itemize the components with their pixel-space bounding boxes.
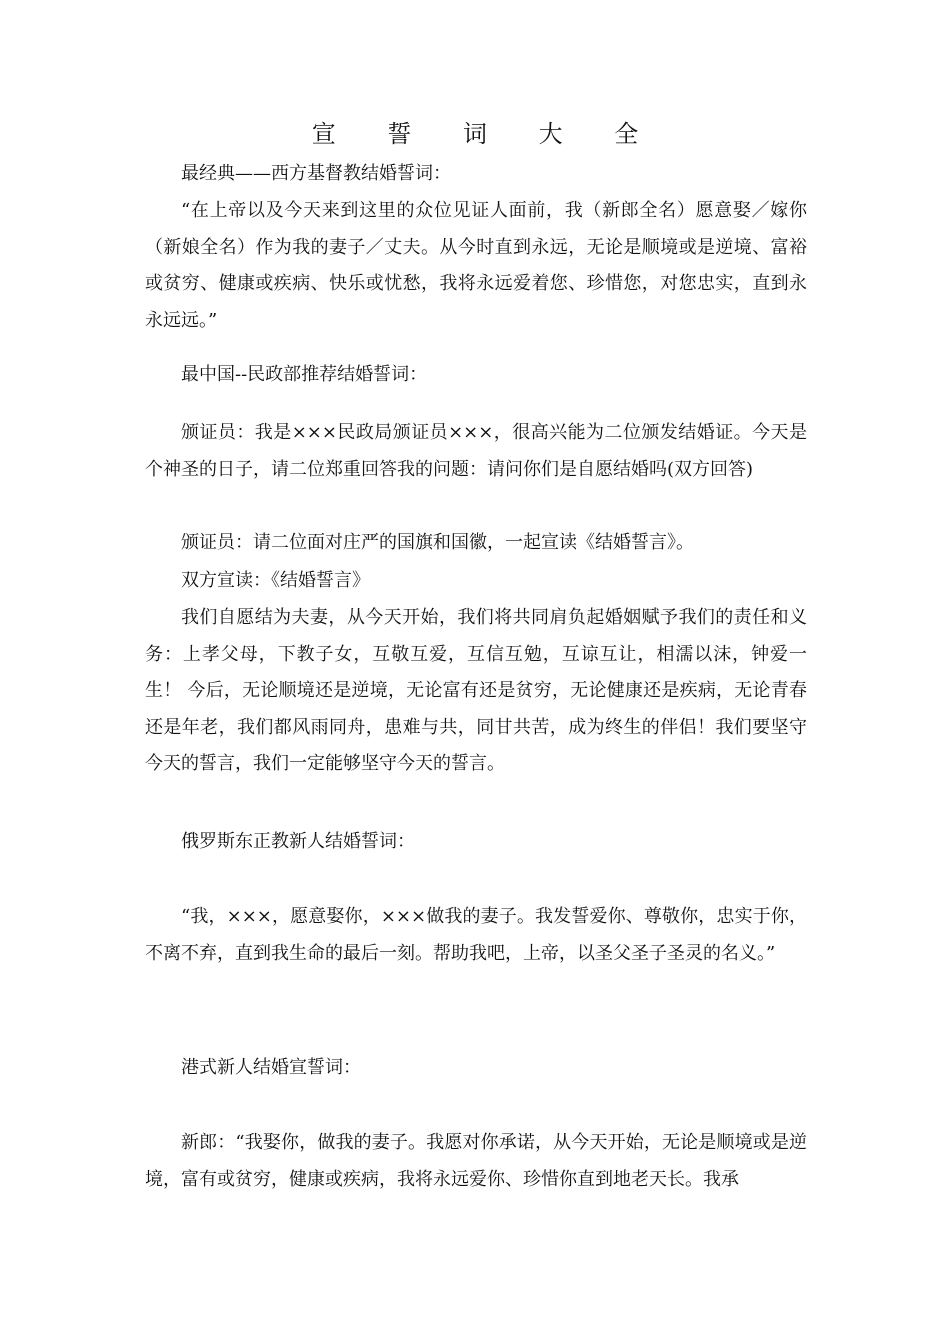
section-heading-china: 最中国--民政部推荐结婚誓词：	[181, 364, 428, 385]
western-vow-text: “在上帝以及今天来到这里的众位见证人面前，我（新郎全名）愿意娶／嫁你（新娘全名）作为我的妻子／丈夫。从今时直到永远，无论是顺境或是逆境、富裕或贫穷、健康或疾病、快乐或忧愁，我将永远爱着您、珍惜您，对您忠实，直到永永远远。”	[145, 200, 807, 331]
officiant-instruction: 颁证员：请二位面对庄严的国旗和国徽，一起宣读《结婚誓言》。	[181, 532, 694, 553]
both-read-label: 双方宣读：《结婚誓言》	[181, 570, 370, 591]
hongkong-groom-vow-text: 新郎：“我娶你，做我的妻子。我愿对你承诺，从今天开始，无论是顺境或是逆境，富有或贫穷，健康或疾病，我将永远爱你、珍惜你直到地老天长。我承	[145, 1132, 807, 1190]
china-vow-text: 我们自愿结为夫妻，从今天开始，我们将共同肩负起婚姻赋予我们的责任和义务：上孝父母，下教子女，互敬互爱，互信互勉，互谅互让，相濡以沫，钟爱一生！ 今后，无论顺境还是逆境，无论富有还是贫穷，无论健康还是疾病，无论青春还是年老，我们都风雨同舟，患难与共，同甘共苦，成为终生的伴侣！我们要坚守今天的誓言，我们一定能够坚守今天的誓言。	[145, 607, 807, 774]
section-heading-western: 最经典——西方基督教结婚誓词：	[181, 163, 451, 184]
section-heading-hongkong: 港式新人结婚宣誓词：	[181, 1057, 361, 1078]
officiant-statement: 颁证员：我是×××民政局颁证员×××，很高兴能为二位颁发结婚证。今天是个神圣的日子，请二位郑重回答我的问题：请问你们是自愿结婚吗(双方回答)	[145, 422, 807, 480]
section-heading-russian: 俄罗斯东正教新人结婚誓词：	[181, 831, 415, 852]
russian-vow-text: “我，×××，愿意娶你，×××做我的妻子。我发誓爱你、尊敬你，忠实于你，不离不弃，直到我生命的最后一刻。帮助我吧，上帝，以圣父圣子圣灵的名义。”	[145, 906, 807, 964]
page-title: 宣 誓 词 大 全	[311, 120, 661, 148]
